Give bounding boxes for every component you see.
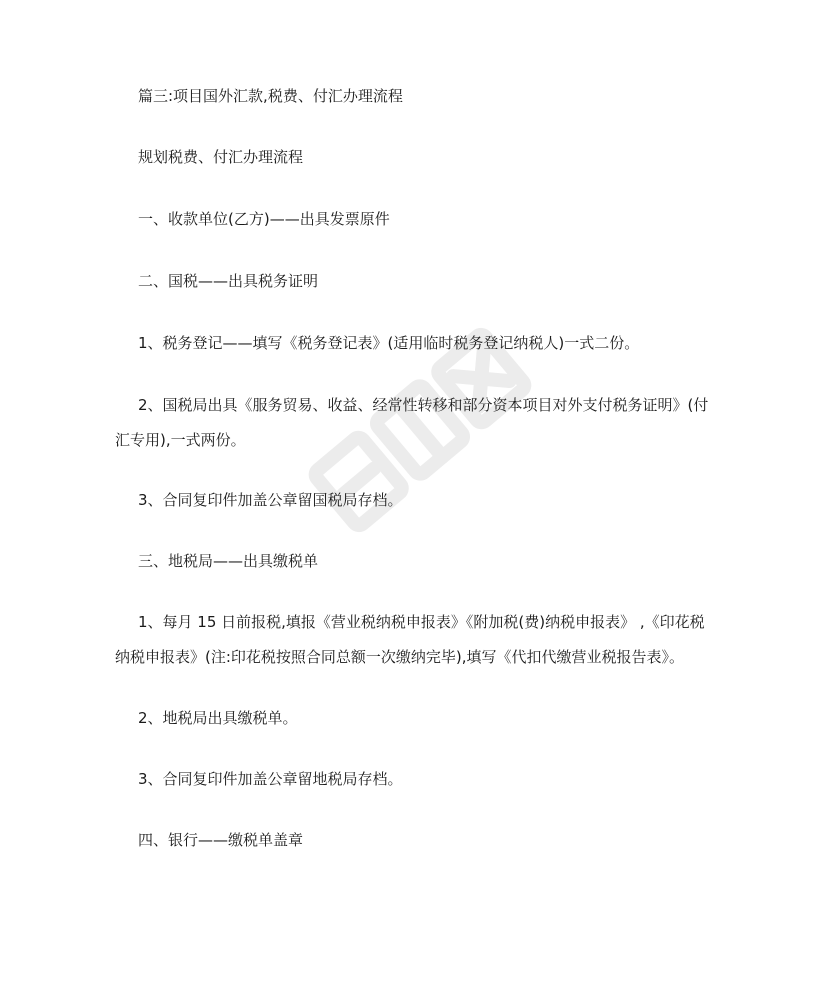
document-title: 篇三:项目国外汇款,税费、付汇办理流程 bbox=[138, 87, 403, 105]
step-3-3: 3、合同复印件加盖公章留地税局存档。 bbox=[138, 770, 403, 788]
step-3-1-line-2: 纳税申报表》(注:印花税按照合同总额一次缴纳完毕),填写《代扣代缴营业税报告表》。 bbox=[115, 648, 685, 666]
step-2-2-line-2: 汇专用),一式两份。 bbox=[115, 431, 246, 449]
section-heading-2: 二、国税——出具税务证明 bbox=[138, 272, 319, 290]
document-subtitle: 规划税费、付汇办理流程 bbox=[138, 148, 304, 166]
section-heading-1: 一、收款单位(乙方)——出具发票原件 bbox=[138, 210, 390, 228]
step-3-2: 2、地税局出具缴税单。 bbox=[138, 709, 298, 727]
step-2-1: 1、税务登记——填写《税务登记表》(适用临时税务登记纳税人)一式二份。 bbox=[138, 334, 640, 352]
section-heading-3: 三、地税局——出具缴税单 bbox=[138, 552, 319, 570]
section-heading-4: 四、银行——缴税单盖章 bbox=[138, 831, 304, 849]
step-2-3: 3、合同复印件加盖公章留国税局存档。 bbox=[138, 491, 403, 509]
step-2-2-line-1: 2、国税局出具《服务贸易、收益、经常性转移和部分资本项目对外支付税务证明》(付 bbox=[138, 396, 709, 414]
step-3-1-line-1: 1、每月 15 日前报税,填报《营业税纳税申报表》《附加税(费)纳税申报表》 ,《印花税 bbox=[138, 613, 705, 631]
